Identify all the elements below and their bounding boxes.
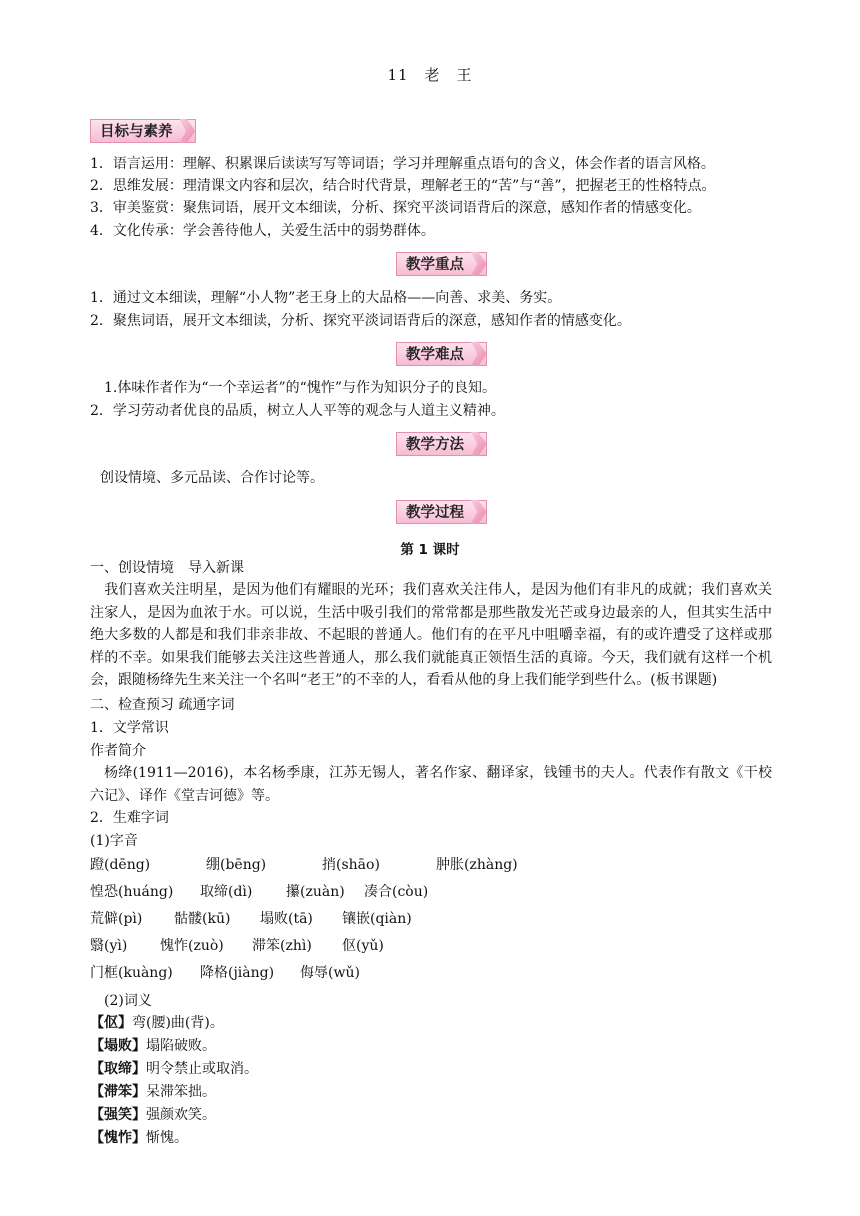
- pron-item: 镶嵌(qiàn): [342, 911, 412, 927]
- lit-heading: 1．文学常识: [90, 720, 169, 736]
- definition-item: [90, 1013, 224, 1033]
- methods-text: 创设情境、多元品读、合作讨论等。: [100, 470, 324, 486]
- pron-item: 翳(yì): [90, 938, 128, 954]
- pron-item: 愧怍(zuò): [160, 938, 224, 954]
- definition-term: 【滞笨】: [90, 1084, 146, 1100]
- definition-meaning: 弯(腰)曲(背)。: [132, 1015, 224, 1031]
- definition-item: [90, 1082, 216, 1102]
- definition-term: 【愧怍】: [90, 1130, 146, 1146]
- pron-item: 塌败(tā): [260, 911, 313, 927]
- goal-item: 4．文化传承：学会善待他人，关爱生活中的弱势群体。: [90, 223, 435, 239]
- step1-paragraph: [90, 579, 772, 692]
- definition-meaning: 惭愧。: [146, 1130, 188, 1146]
- definition-term: 【强笑】: [90, 1107, 146, 1123]
- pron-item: 侮辱(wǔ): [300, 965, 360, 981]
- section-tag-goals: 目标与素养: [90, 119, 196, 143]
- definition-meaning: 明令禁止或取消。: [146, 1061, 258, 1077]
- definition-meaning: 呆滞笨拙。: [146, 1084, 216, 1100]
- section-tag-difficulties: 教学难点: [396, 342, 487, 366]
- pron-item: 取缔(dì): [200, 884, 253, 900]
- author-paragraph: 杨绛(1911—2016)，本名杨季康，江苏无锡人，著名作家、翻译家，钱锺书的夫人。代表作有散文《干校六记》、译作《堂吉诃德》等。: [90, 765, 772, 804]
- lesson-period: 第 1 课时: [400, 542, 460, 558]
- pron-item: 绷(bēng): [206, 857, 267, 873]
- definition-item: [90, 1105, 216, 1125]
- key-point-item: 2．聚焦词语，展开文本细读，分析、探究平淡词语背后的深意，感知作者的情感变化。: [90, 313, 631, 329]
- definition-meaning: 强颜欢笑。: [146, 1107, 216, 1123]
- lesson-title: 11 老 王: [387, 66, 473, 84]
- goal-item: 3．审美鉴赏：聚焦词语，展开文本细读，分析、探究平淡词语背后的深意，感知作者的情感变化。: [90, 200, 701, 216]
- pron-item: 伛(yǔ): [342, 938, 384, 954]
- difficulty-item: 1.体味作者作为“一个幸运者”的“愧怍”与作为知识分子的良知。: [104, 380, 496, 396]
- definition-term: 【取缔】: [90, 1061, 146, 1077]
- pron-item: 捎(shāo): [322, 857, 380, 873]
- definition-item: [90, 1128, 188, 1148]
- pron-item: 门框(kuàng): [90, 965, 173, 981]
- pron-item: 蹬(dēng): [90, 857, 151, 873]
- definition-term: 【塌败】: [90, 1038, 146, 1054]
- goal-item: 2．思维发展：理清课文内容和层次，结合时代背景，理解老王的“苦”与“善”，把握老王的性格特点。: [90, 178, 716, 194]
- meaning-heading: (2)词义: [104, 993, 152, 1009]
- pron-item: 肿胀(zhàng): [436, 857, 518, 873]
- pron-item: 惶恐(huáng): [90, 884, 174, 900]
- step1-text: 我们喜欢关注明星，是因为他们有耀眼的光环；我们喜欢关注伟人，是因为他们有非凡的成就；我们喜欢关注家人，是因为血浓于水。可以说，生活中吸引我们的常常都是那些散发光芒或身边最亲的人，但其实生活中绝大多数的人都是和我们非亲非故、不起眼的普通人。他们有的在平凡中咀嚼幸福，有的或许遭受了这样或那样的不幸。如果我们能够去关注这些普通人，那么我们就能真正领悟生活的真谛。今天，我们就有这样一个机会，跟随杨绛先生来关注一个名叫“老王”的不幸的人，看看从他的身上我们能学到些什么。(板书课题): [90, 582, 772, 688]
- vocab-heading: 2．生难字词: [90, 810, 169, 826]
- pron-item: 凑合(còu): [364, 884, 429, 900]
- definition-meaning: 塌陷破败。: [146, 1038, 216, 1054]
- pron-heading: (1)字音: [90, 833, 138, 849]
- definition-term: 【伛】: [90, 1015, 132, 1031]
- pron-item: 降格(jiàng): [200, 965, 275, 981]
- goal-item: 1．语言运用：理解、积累课后读读写写等词语；学习并理解重点语句的含义，体会作者的语言风格。: [90, 156, 715, 172]
- step2-heading: 二、检查预习 疏通字词: [90, 697, 235, 713]
- definition-item: [90, 1059, 258, 1079]
- key-point-item: 1．通过文本细读，理解“小人物”老王身上的大品格——向善、求美、务实。: [90, 290, 562, 306]
- author-heading: 作者简介: [90, 743, 146, 759]
- pron-item: 攥(zuàn): [286, 884, 345, 900]
- section-tag-methods: 教学方法: [396, 432, 487, 456]
- section-tag-process: 教学过程: [396, 500, 487, 524]
- difficulty-item: 2．学习劳动者优良的品质，树立人人平等的观念与人道主义精神。: [90, 403, 505, 419]
- pron-item: 荒僻(pì): [90, 911, 143, 927]
- section-tag-key-points: 教学重点: [396, 252, 487, 276]
- definition-item: [90, 1036, 216, 1056]
- pron-item: 滞笨(zhì): [252, 938, 312, 954]
- step1-heading: 一、创设情境 导入新课: [90, 560, 244, 576]
- pron-item: 骷髅(kū): [174, 911, 231, 927]
